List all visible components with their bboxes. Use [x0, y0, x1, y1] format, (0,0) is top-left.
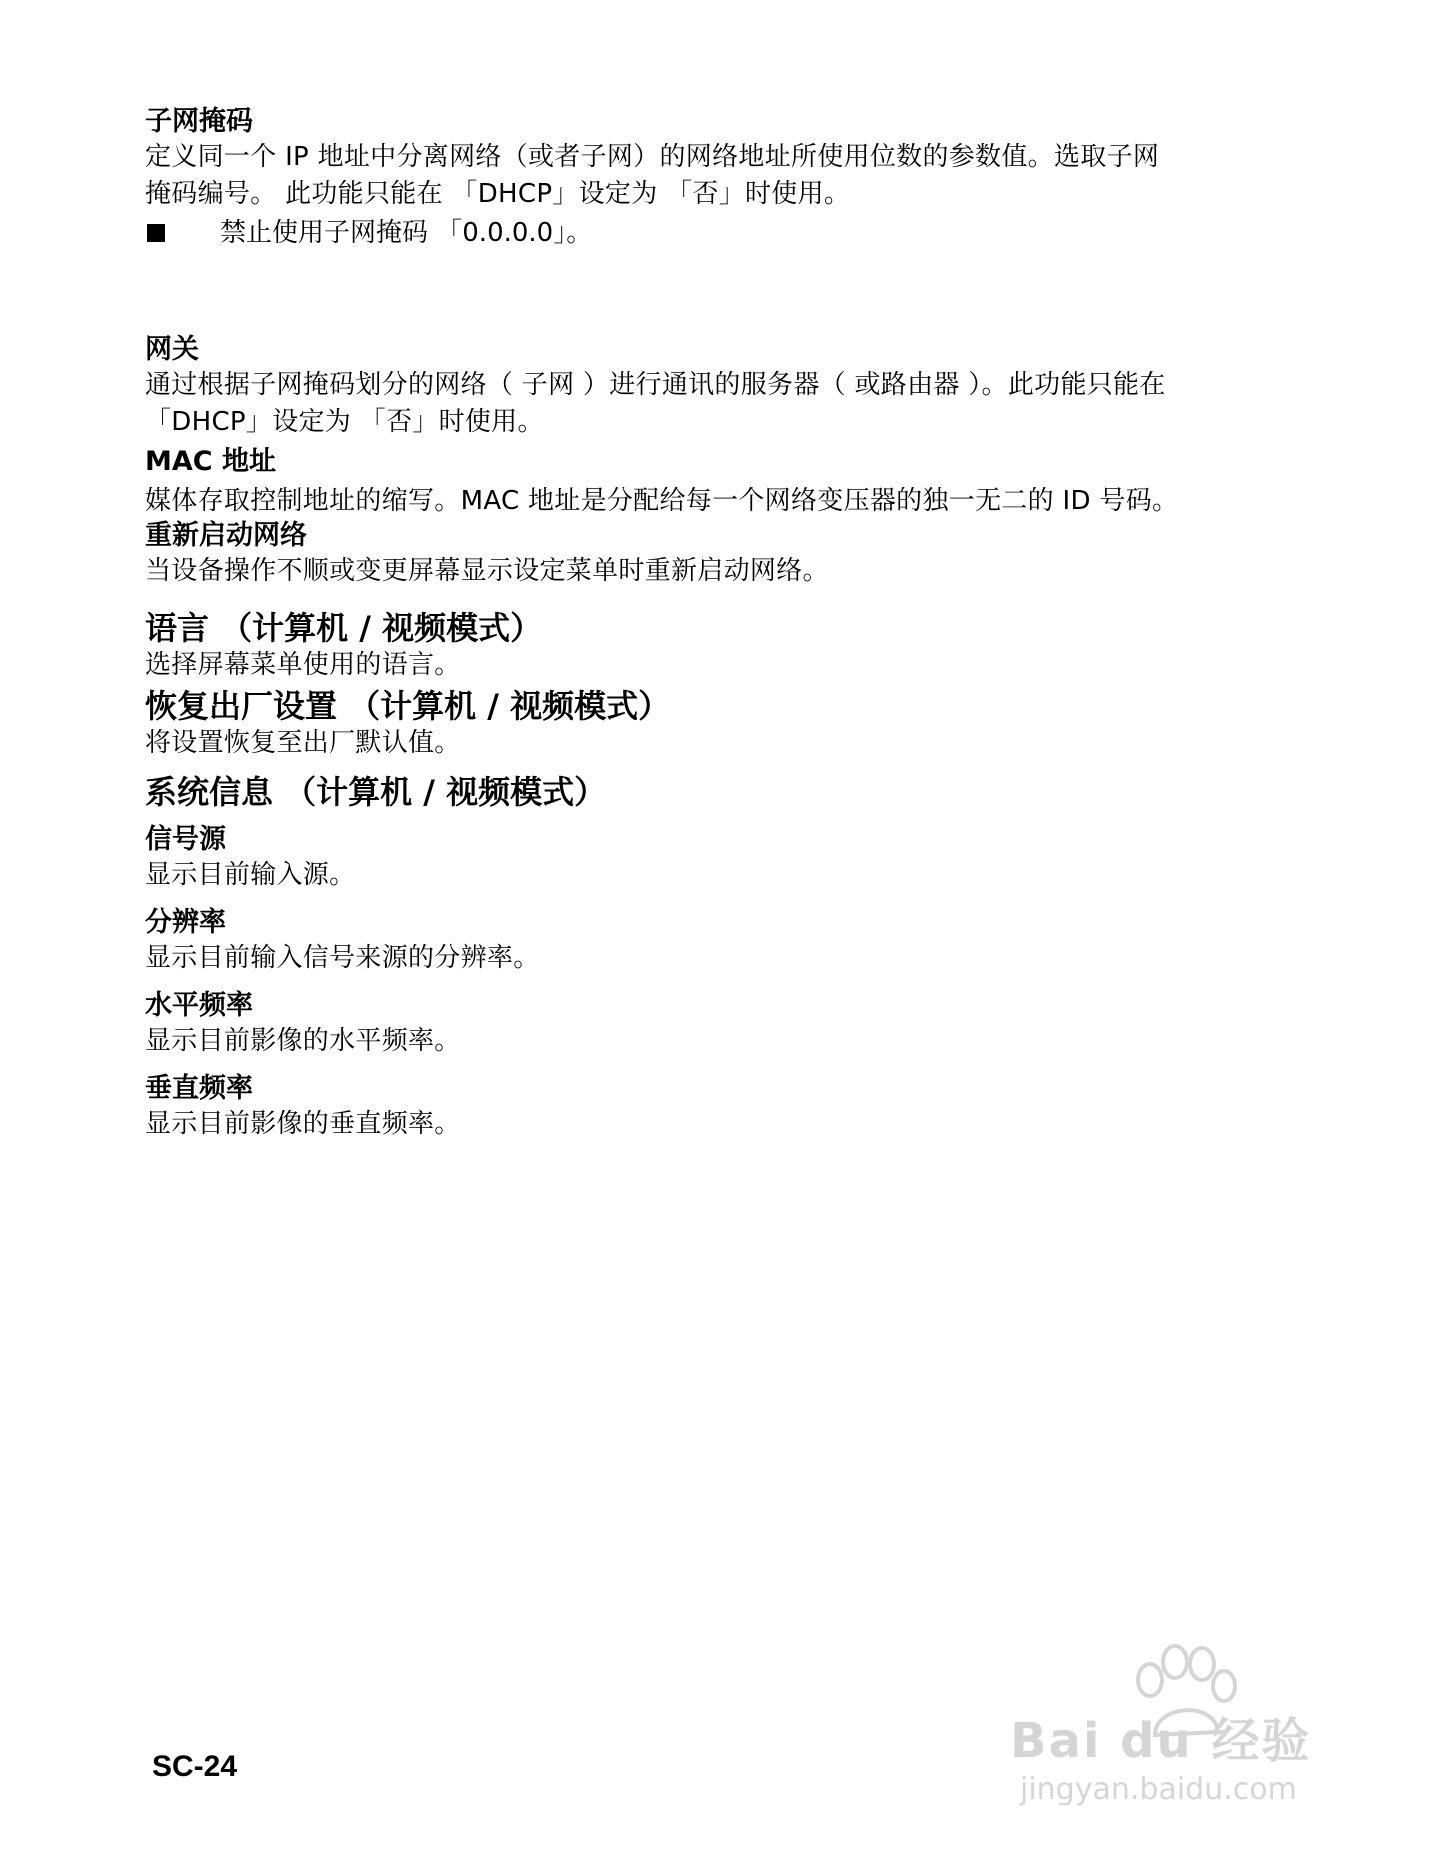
hfreq-section [145, 989, 1305, 1072]
mac-heading: MAC 地址 [145, 446, 276, 477]
hfreq-heading: 水平频率 [145, 990, 253, 1021]
sysinfo-heading: 系统信息 （计算机 / 视频模式） [145, 773, 607, 811]
source-heading: 信号源 [145, 824, 226, 855]
vfreq-section [145, 1072, 1305, 1155]
subnet-text-line1: 定义同一个 IP 地址中分离网络（或者子网）的网络地址所使用位数的参数值。选取子网 [145, 142, 1160, 172]
language-text: 选择屏幕菜单使用的语言。 [145, 650, 461, 680]
sysinfo-section [145, 773, 1305, 823]
hfreq-text: 显示目前影像的水平频率。 [145, 1026, 461, 1056]
reset-text: 将设置恢复至出厂默认值。 [145, 728, 461, 758]
mac-text: 媒体存取控制地址的缩写。MAC 地址是分配给每一个网络变压器的独一无二的 ID 号码。 [145, 486, 1179, 516]
watermark-url: jingyan.baidu.com [1020, 1772, 1297, 1807]
baidu-watermark [1010, 1640, 1350, 1820]
gateway-text-line1: 通过根据子网掩码划分的网络（ 子网 ）进行通讯的服务器（ 或路由器 ）。此功能只能在 [145, 370, 1166, 400]
subnet-heading: 子网掩码 [145, 106, 253, 137]
reset-section [145, 687, 1305, 773]
gateway-section [145, 333, 1305, 445]
language-heading: 语言 （计算机 / 视频模式） [145, 609, 543, 647]
gateway-heading: 网关 [145, 334, 199, 365]
subnet-section [145, 105, 1305, 333]
source-text: 显示目前输入源。 [145, 860, 356, 890]
square-bullet-icon [147, 224, 165, 242]
source-section [145, 823, 1305, 906]
subnet-bullet [145, 213, 1305, 253]
restart-text: 当设备操作不顺或变更屏幕显示设定菜单时重新启动网络。 [145, 556, 829, 586]
resolution-heading: 分辨率 [145, 907, 226, 938]
restart-section [145, 519, 1305, 609]
watermark-brand: Bai du 经验 [1010, 1713, 1312, 1769]
restart-heading: 重新启动网络 [145, 520, 307, 551]
reset-heading: 恢复出厂设置 （计算机 / 视频模式） [145, 687, 671, 725]
resolution-section [145, 906, 1305, 989]
gateway-text-line2: 「DHCP」设定为 「否」时使用。 [145, 407, 544, 437]
vfreq-heading: 垂直频率 [145, 1073, 253, 1104]
language-section [145, 609, 1305, 687]
resolution-text: 显示目前输入信号来源的分辨率。 [145, 943, 540, 973]
subnet-bullet-text: 禁止使用子网掩码 「0.0.0.0」。 [220, 218, 593, 248]
page-number: SC-24 [152, 1750, 238, 1783]
subnet-text-line2: 掩码编号。 此功能只能在 「DHCP」设定为 「否」时使用。 [145, 179, 851, 209]
mac-section [145, 445, 1305, 519]
vfreq-text: 显示目前影像的垂直频率。 [145, 1109, 461, 1139]
document-page [145, 105, 1305, 1155]
